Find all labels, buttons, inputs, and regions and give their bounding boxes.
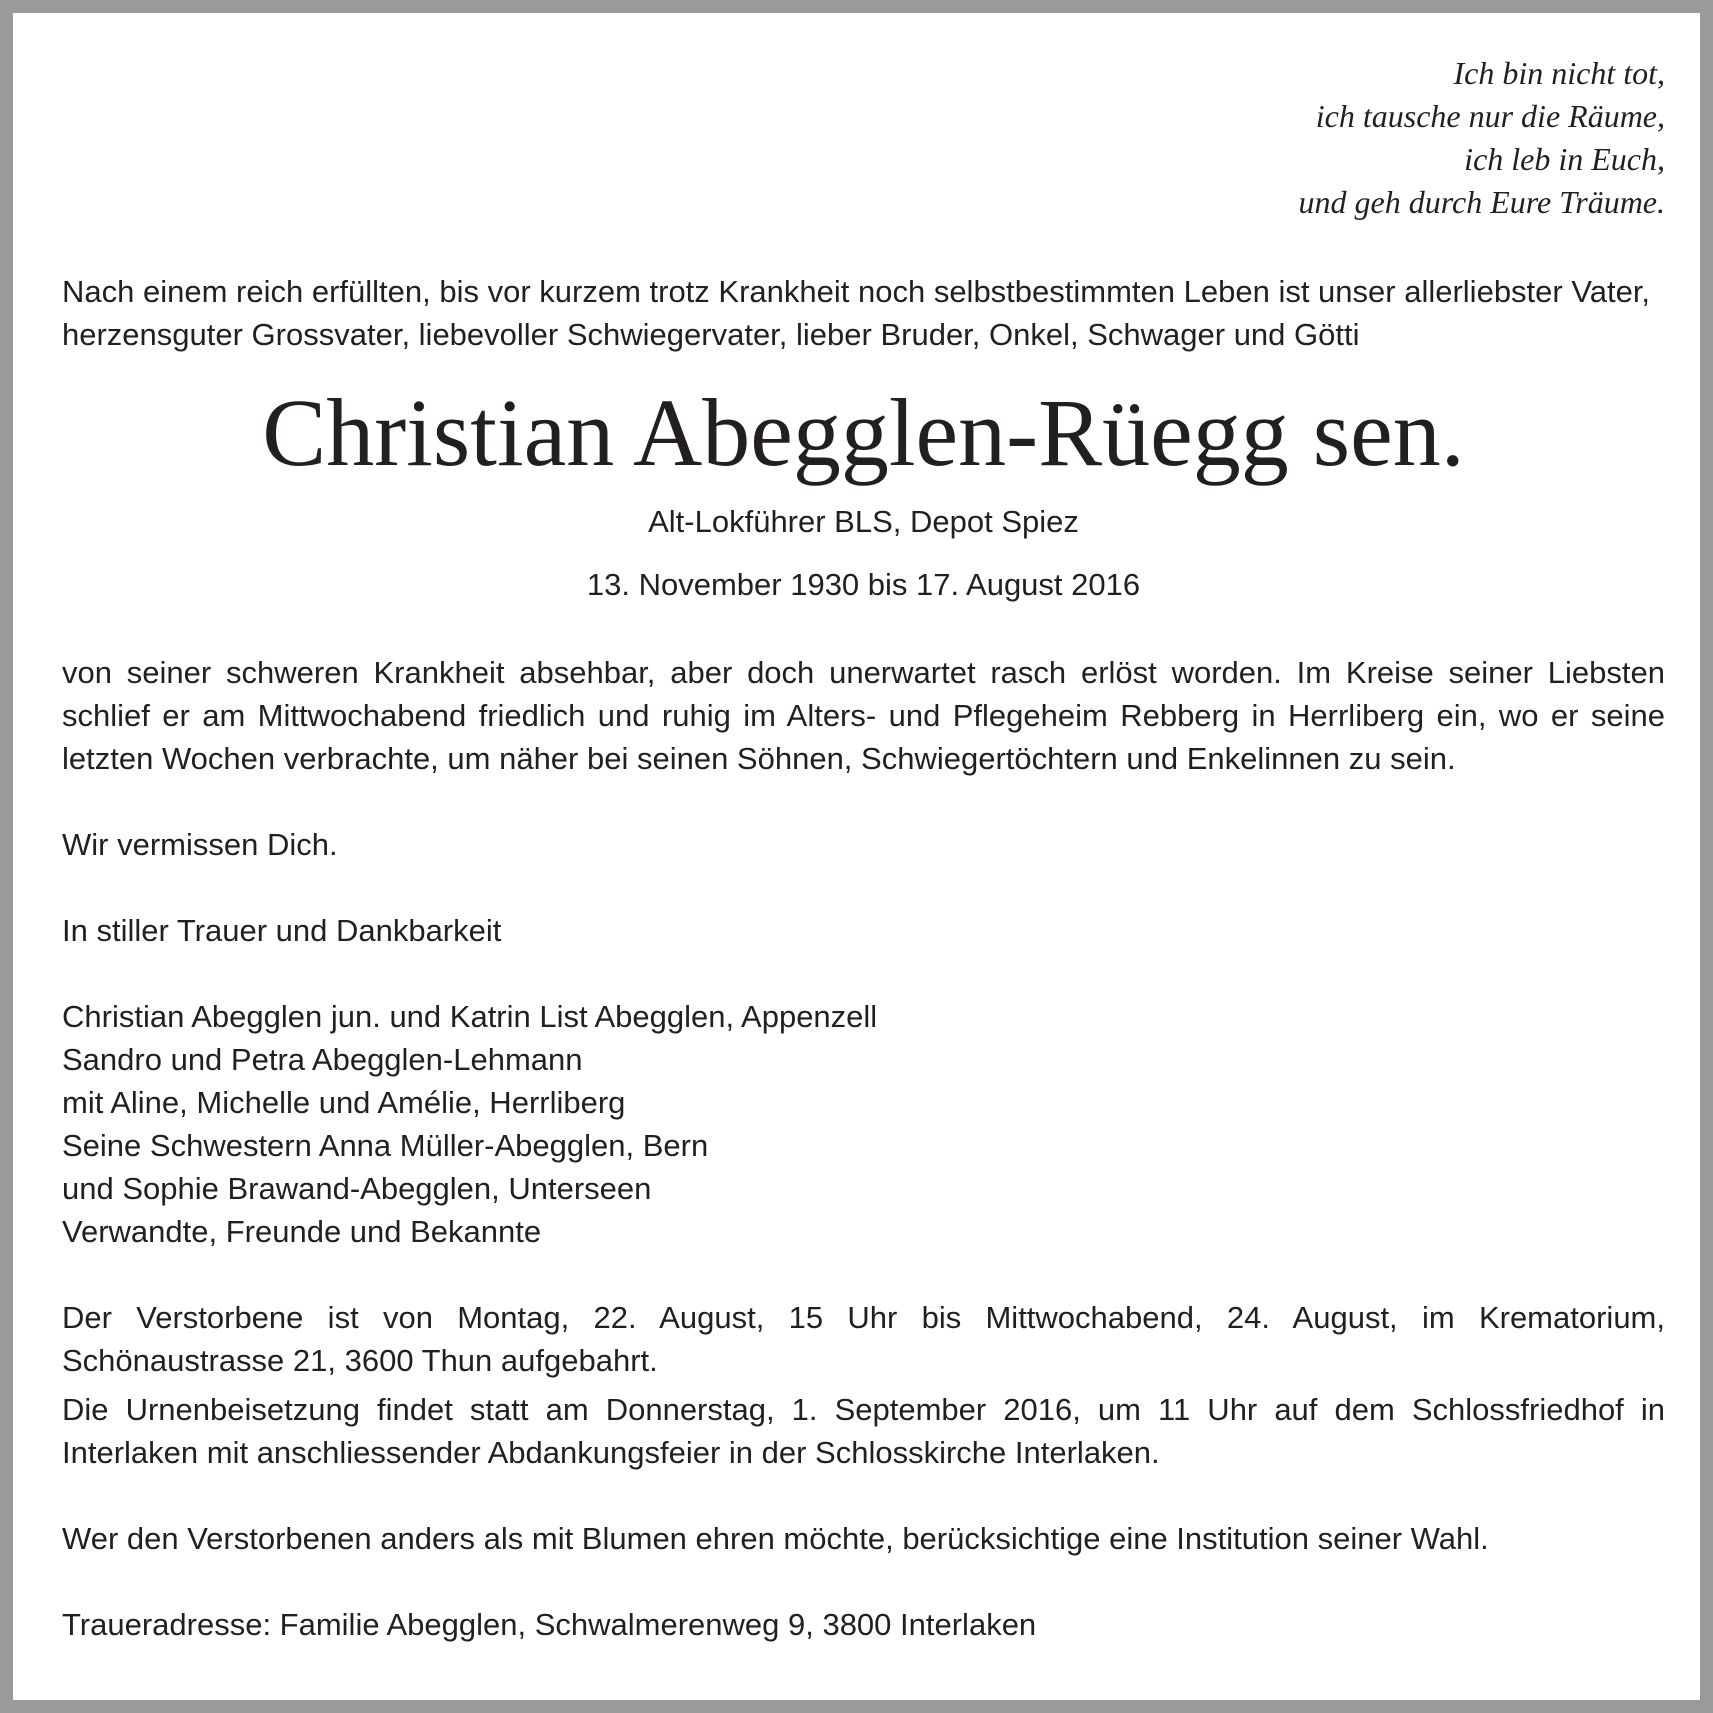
mourners-list xyxy=(62,995,1665,1253)
deceased-occupation: Alt-Lokführer BLS, Depot Spiez xyxy=(648,504,1079,539)
burial-paragraph: Die Urnenbeisetzung findet statt am Donnerstag, 1. September 2016, um 11 Uhr auf dem Schlossfriedhof in Interlaken mit anschliessender Abdankungsfeier in der Schlosskirche Interlaken. xyxy=(62,1392,1665,1470)
miss-you-line: Wir vermissen Dich. xyxy=(62,827,338,862)
mourner-line: und Sophie Brawand-Abegglen, Unterseen xyxy=(62,1171,652,1206)
obituary-content xyxy=(62,52,1665,1646)
poem-line: ich tausche nur die Räume, xyxy=(1315,98,1665,134)
mourning-line: In stiller Trauer und Dankbarkeit xyxy=(62,913,502,948)
poem-line: Ich bin nicht tot, xyxy=(1453,55,1665,91)
mourner-line: mit Aline, Michelle und Amélie, Herrliberg xyxy=(62,1085,626,1120)
life-dates: 13. November 1930 bis 17. August 2016 xyxy=(586,567,1141,602)
poem-line: ich leb in Euch, xyxy=(1464,141,1665,177)
mourner-line: Christian Abegglen jun. und Katrin List Abegglen, Appenzell xyxy=(62,999,878,1034)
mourner-line: Seine Schwestern Anna Müller-Abegglen, Bern xyxy=(62,1128,709,1163)
passing-paragraph: von seiner schweren Krankheit absehbar, aber doch unerwartet rasch erlöst worden. Im Kreise seiner Liebsten schlief er am Mittwochabend friedlich und ruhig im Alters- und Pflegeheim Rebberg in Herrliberg ein, wo er seine letzten Wochen verbrachte, um näher bei seinen Söhnen, Schwiegertöchtern und Enkelinnen zu sein. xyxy=(62,655,1665,776)
donation-paragraph: Wer den Verstorbenen anders als mit Blumen ehren möchte, berücksichtige eine Institution seiner Wahl. xyxy=(62,1521,1489,1556)
deceased-name: Christian Abegglen-Rüegg sen. xyxy=(262,379,1465,486)
mourner-line: Sandro und Petra Abegglen-Lehmann xyxy=(62,1042,583,1077)
intro-paragraph: Nach einem reich erfüllten, bis vor kurzem trotz Krankheit noch selbstbestimmten Leben ist unser allerliebster Vater, herzensguter Grossvater, liebevoller Schwiegervater, lieber Bruder, Onkel, Schwager und Götti xyxy=(62,274,1651,352)
mourner-line: Verwandte, Freunde und Bekannte xyxy=(62,1214,542,1249)
poem-line: und geh durch Eure Träume. xyxy=(1298,184,1665,220)
memorial-poem xyxy=(62,52,1665,224)
mourning-address: Traueradresse: Familie Abegglen, Schwalmerenweg 9, 3800 Interlaken xyxy=(62,1607,1037,1642)
viewing-paragraph: Der Verstorbene ist von Montag, 22. August, 15 Uhr bis Mittwochabend, 24. August, im Krematorium, Schönaustrasse 21, 3600 Thun aufgebahrt. xyxy=(62,1300,1665,1378)
